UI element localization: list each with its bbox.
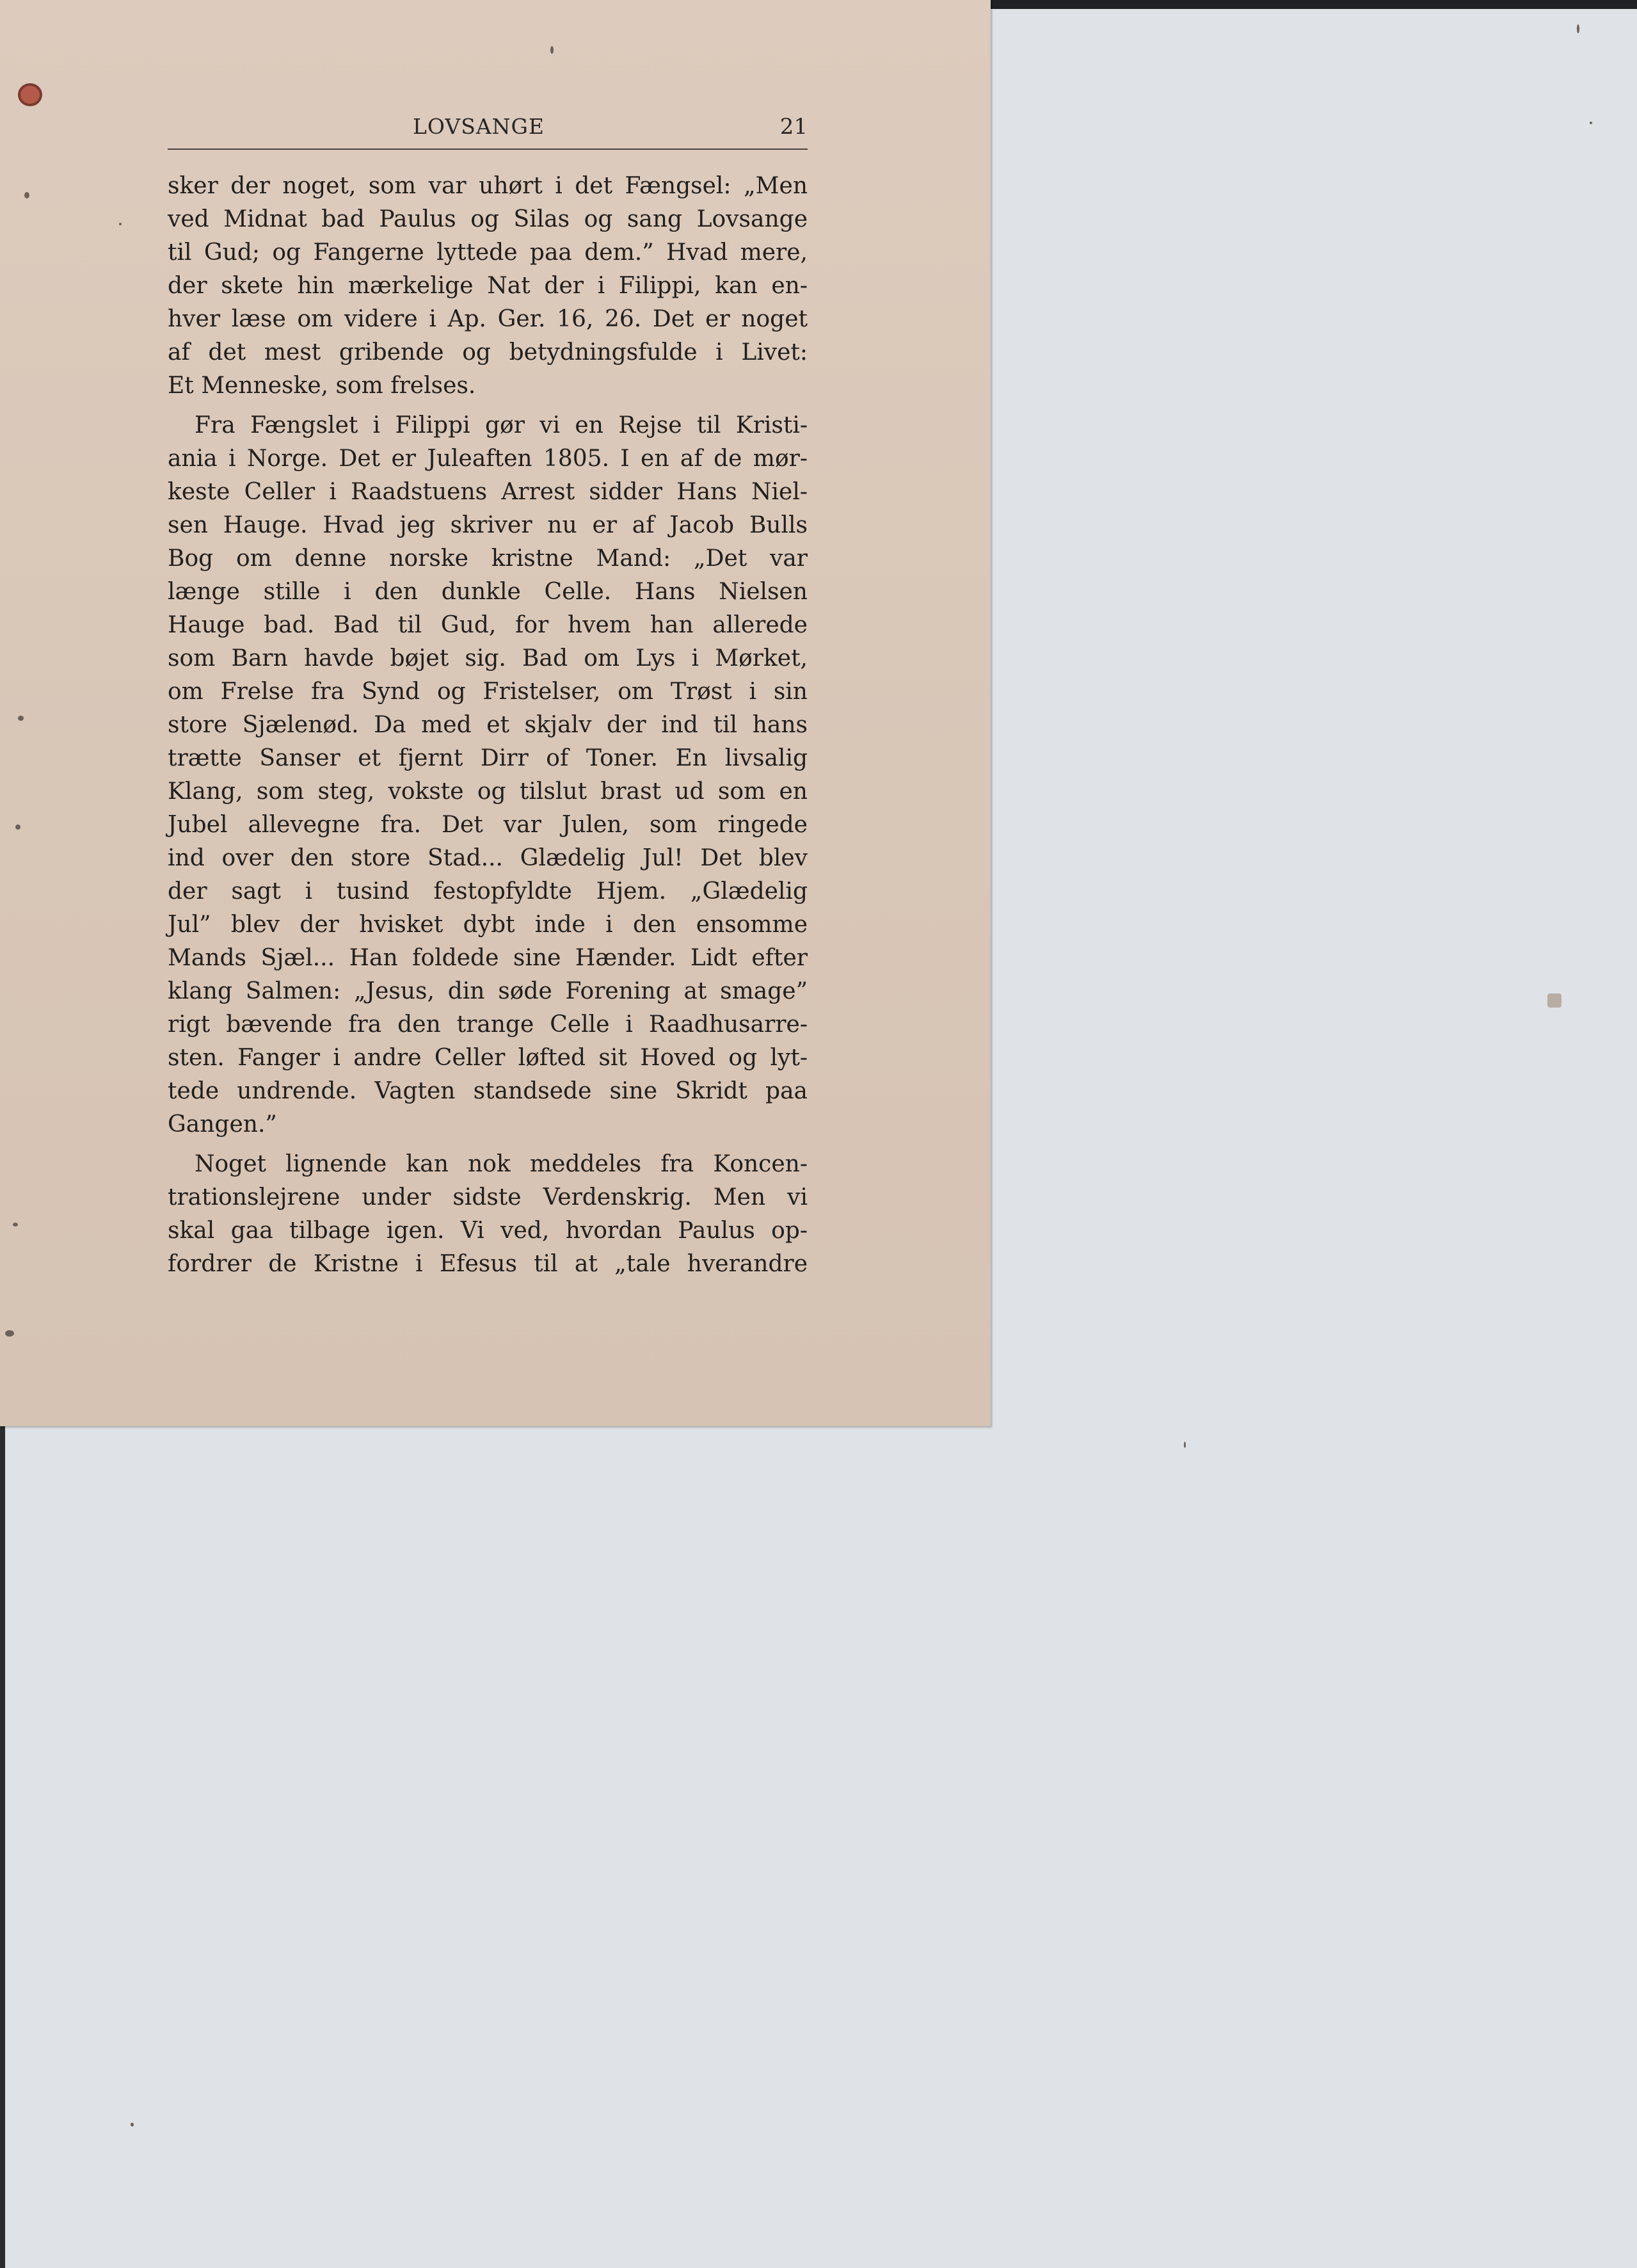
- text-line: om Frelse fra Synd og Fristelser, om Trøst i sin: [168, 679, 808, 705]
- text-line: Mands Sjæl... Han foldede sine Hænder. Lidt efter: [168, 945, 808, 971]
- paper-speck: [15, 824, 20, 830]
- text-line: trætte Sanser et fjernt Dirr of Toner. En livsalig: [168, 745, 808, 771]
- scanner-dust: [1547, 993, 1561, 1008]
- text-line: Jubel allevegne fra. Det var Julen, som ringede: [168, 812, 808, 838]
- text-line: rigt bævende fra den trange Celle i Raadhusarre-: [168, 1011, 808, 1038]
- text-line: keste Celler i Raadstuens Arrest sidder Hans Niel-: [168, 479, 808, 505]
- paper-speck: [119, 223, 122, 225]
- paper-speck: [18, 716, 24, 721]
- scanner-dust: [131, 2123, 134, 2127]
- text-line: Bog om denne norske kristne Mand: „Det var: [168, 545, 808, 572]
- text-line: Gangen.”: [168, 1111, 277, 1138]
- text-line: fordrer de Kristne i Efesus til at „tale hverandre: [168, 1251, 808, 1277]
- scanner-dust: [1577, 24, 1579, 33]
- text-line: ved Midnat bad Paulus og Silas og sang Lovsange: [168, 206, 808, 232]
- text-line: længe stille i den dunkle Celle. Hans Nielsen: [168, 579, 808, 605]
- scanner-dust: [1184, 1442, 1186, 1448]
- text-line: Noget lignende kan nok meddeles fra Koncen-: [195, 1151, 808, 1177]
- scanner-edge-left: [0, 1424, 5, 2268]
- text-line: store Sjælenød. Da med et skjalv der ind til hans: [168, 712, 808, 738]
- text-line: Klang, som steg, vokste og tilslut brast ud som en: [168, 778, 808, 805]
- text-line: tede undrende. Vagten standsede sine Skridt paa: [168, 1078, 808, 1104]
- binding-hole: [18, 83, 42, 106]
- text-line: trationslejrene under sidste Verdenskrig. Men vi: [168, 1184, 808, 1210]
- paper-speck: [550, 46, 554, 54]
- text-line: sker der noget, som var uhørt i det Fængsel: „Men: [168, 173, 808, 199]
- text-line: hver læse om videre i Ap. Ger. 16, 26. Det er noget: [168, 306, 808, 332]
- paper-speck: [13, 1223, 18, 1226]
- paragraph-3: [168, 1148, 808, 1281]
- text-line: Et Menneske, som frelses.: [168, 373, 476, 399]
- header-rule: [168, 149, 808, 150]
- paper-speck: [5, 1330, 14, 1337]
- running-head: [168, 114, 808, 146]
- text-line: der skete hin mærkelige Nat der i Filippi, kan en-: [168, 273, 808, 299]
- paragraph-2: [168, 409, 808, 1141]
- text-line: til Gud; og Fangerne lyttede paa dem.” Hvad mere,: [168, 239, 808, 266]
- text-line: af det mest gribende og betydningsfulde i Livet:: [168, 339, 808, 366]
- text-line: klang Salmen: „Jesus, din søde Forening at smage”: [168, 978, 808, 1004]
- running-title: LOVSANGE: [413, 114, 545, 139]
- text-line: Jul” blev der hvisket dybt inde i den ensomme: [168, 912, 808, 938]
- text-line: ania i Norge. Det er Juleaften 1805. I en af de mør-: [168, 446, 808, 472]
- book-page: [0, 0, 991, 1426]
- text-line: Hauge bad. Bad til Gud, for hvem han allerede: [168, 612, 808, 638]
- body-text: [168, 170, 808, 1287]
- paragraph-1: [168, 170, 808, 403]
- text-line: Fra Fængslet i Filippi gør vi en Rejse til Kristi-: [195, 412, 808, 438]
- scanner-edge-top: [986, 0, 1637, 9]
- text-line: som Barn havde bøjet sig. Bad om Lys i Mørket,: [168, 645, 808, 672]
- text-line: ind over den store Stad... Glædelig Jul! Det blev: [168, 845, 808, 871]
- page-number: 21: [779, 114, 808, 140]
- text-line: der sagt i tusind festopfyldte Hjem. „Glædelig: [168, 878, 808, 905]
- scanner-dust: [1590, 122, 1592, 124]
- paper-speck: [24, 192, 29, 198]
- text-line: skal gaa tilbage igen. Vi ved, hvordan Paulus op-: [168, 1218, 808, 1244]
- text-line: sten. Fanger i andre Celler løfted sit Hoved og lyt-: [168, 1045, 808, 1071]
- text-line: sen Hauge. Hvad jeg skriver nu er af Jacob Bulls: [168, 512, 808, 538]
